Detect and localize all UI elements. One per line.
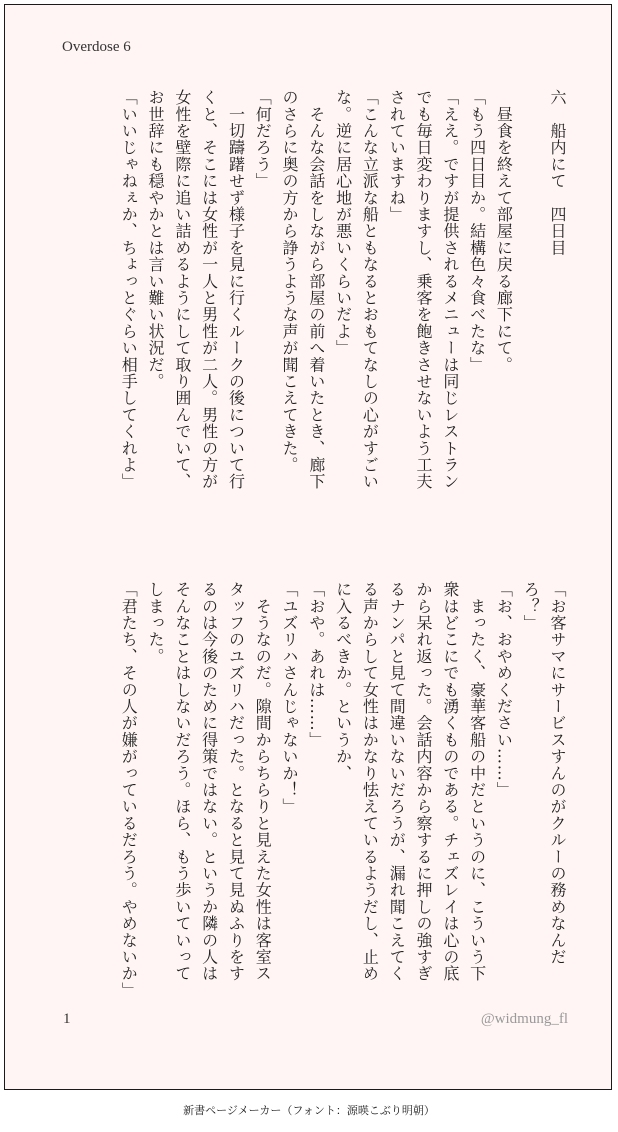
- novel-page: [4, 4, 612, 1090]
- text-line: ろ？」: [521, 581, 541, 632]
- text-line: まったく、豪華客船の中だというのに、こういう下: [467, 581, 487, 982]
- text-line: 「君たち、その人が嫌がっているだろう。やめないか」: [119, 581, 139, 999]
- text-line: [516, 89, 543, 519]
- upper-text-block: [10, 89, 570, 519]
- text-line: 一切躊躇せず様子を見に行くルークの後について行: [226, 89, 246, 490]
- page-header-title: Overdose 6: [62, 39, 131, 55]
- text-line: 「おや。あれは……」: [306, 581, 326, 748]
- footer-credit: 新書ページメーカー（フォント：源暎こぶり明朝）: [183, 1104, 435, 1117]
- author-handle: @widmung_fl: [480, 1011, 568, 1027]
- text-line: 「もう四日目か。結構色々食べたな」: [467, 89, 487, 373]
- text-line: から呆れ返った。会話内容から察するに押しの強すぎ: [414, 581, 434, 982]
- text-line: しまった。: [146, 581, 166, 665]
- text-line: くと、そこには女性が一人と男性が二人。男性の方が: [199, 89, 219, 490]
- text-line: そんなことはしないだろう。ほら、もう歩いていって: [172, 581, 192, 982]
- text-line: 「いいじゃねぇか、ちょっとぐらい相手してくれよ」: [119, 89, 139, 490]
- text-line: るのは今後のために得策ではない。というか隣の人は: [199, 581, 219, 982]
- text-line: るナンパと見て間違いないだろうが、漏れ聞こえてく: [387, 581, 407, 982]
- text-line: る声からして女性はかなり怯えているようだし、止め: [360, 581, 380, 982]
- text-line: そうなのだ。隙間からちらりと見えた女性は客室ス: [253, 581, 273, 982]
- page-number: 1: [63, 1011, 71, 1027]
- text-line: タッフのユズリハだった。となると見て見ぬふりをす: [226, 581, 246, 982]
- text-line: そんな会話をしながら部屋の前へ着いたとき、廊下: [306, 89, 326, 490]
- text-line: 「こんな立派な船ともなるとおもてなしの心がすごい: [360, 89, 380, 490]
- text-line: 六 船内にて 四日目: [548, 89, 567, 256]
- text-line: 「お、おやめください……」: [494, 581, 514, 799]
- text-line: されていますね」: [387, 89, 407, 223]
- text-line: に入るべきか。というか、: [333, 581, 353, 782]
- text-line: な。逆に居心地が悪いくらいだよ」: [333, 89, 353, 357]
- text-line: 「お客サマにサービスすんのがクルーの務めなんだ: [548, 581, 567, 966]
- text-line: のさらに奥の方から諍うような声が聞こえてきた。: [280, 89, 300, 474]
- text-line: 昼食を終えて部屋に戻る廊下にて。: [494, 89, 514, 373]
- text-line: お世辞にも穏やかとは言い難い状況だ。: [146, 89, 166, 390]
- text-line: 女性を壁際に追い詰めるようにして取り囲んでいて、: [172, 89, 192, 490]
- text-line: 「ええ。ですが提供されるメニューは同じレストラン: [440, 89, 460, 490]
- text-line: でも毎日変わりますし、乗客を飽きさせないよう工夫: [414, 89, 434, 490]
- lower-text-block: [10, 581, 570, 1015]
- text-line: 衆はどこにでも湧くものである。チェズレイは心の底: [440, 581, 460, 982]
- text-line: 「何だろう」: [253, 89, 273, 190]
- text-line: 「ユズリハさんじゃないか！」: [280, 581, 300, 815]
